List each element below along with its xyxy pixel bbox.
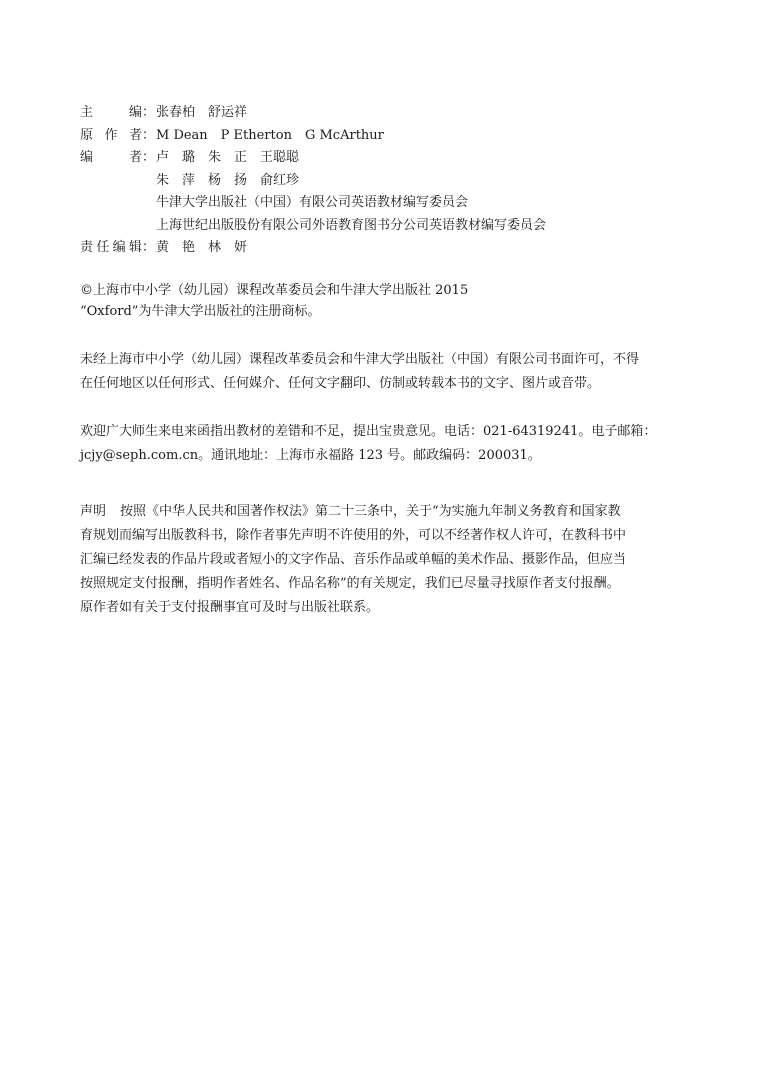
credit-colon: ： (142, 240, 156, 255)
credit-row (80, 215, 695, 238)
copyright-statement (80, 500, 695, 620)
credit-value: 上海世纪出版股份有限公司外语教育图书分公司英语教材编写委员会 (156, 217, 547, 233)
credit-value: 张春柏 舒运祥 (156, 105, 248, 120)
feedback-contact (80, 420, 695, 468)
feedback-line: 欢迎广大师生来电来函指出教材的差错和不足，提出宝贵意见。电话：021-64319241。电子邮箱： (80, 423, 657, 439)
warning-line: 未经上海市中小学（幼儿园）课程改革委员会和牛津大学出版社（中国）有限公司书面许可，不得 (80, 351, 640, 367)
credit-label (80, 125, 142, 148)
credit-label (80, 147, 142, 170)
credit-row (80, 192, 695, 215)
copyright-notice (80, 280, 695, 322)
credit-label-char: 编 (128, 105, 142, 120)
copyright-page (80, 102, 695, 620)
credit-label (80, 237, 142, 260)
credit-colon (142, 215, 156, 238)
credit-label-char: 任 (96, 240, 110, 255)
credit-row (80, 102, 695, 125)
credits-block (80, 102, 695, 260)
credit-label (80, 192, 142, 215)
statement-label: 声明 (80, 503, 107, 519)
credit-label-char: 辑 (128, 240, 142, 255)
credit-row (80, 147, 695, 170)
credit-label (80, 102, 142, 125)
credit-row (80, 237, 695, 260)
credit-label-char: 者 (128, 150, 142, 165)
trademark-line: “Oxford”为牛津大学出版社的注册商标。 (80, 303, 321, 319)
credit-colon: ： (142, 150, 156, 165)
credit-colon (142, 170, 156, 193)
copyright-line: ©上海市中小学（幼儿园）课程改革委员会和牛津大学出版社 2015 (80, 282, 469, 298)
reproduction-warning (80, 348, 695, 396)
credit-row (80, 170, 695, 193)
credit-label-char: 编 (80, 150, 94, 165)
statement-text: 按照《中华人民共和国著作权法》第二十三条中，关于“为实施九年制义务教育和国家教 (120, 503, 621, 519)
credit-label-char: 原 (80, 127, 94, 143)
credit-colon: ： (142, 127, 156, 143)
warning-line: 在任何地区以任何形式、任何媒介、任何文字翻印、仿制或转载本书的文字、图片或音带。 (80, 375, 601, 391)
credit-value: M Dean P Etherton G McArthur (156, 127, 384, 143)
credit-label-char: 责 (80, 240, 94, 255)
credit-label-char: 作 (104, 127, 118, 143)
credit-label (80, 215, 142, 238)
statement-line: 原作者如有关于支付报酬事宜可及时与出版社联系。 (80, 599, 380, 615)
credit-colon (142, 192, 156, 215)
credit-label-char: 者 (128, 127, 142, 143)
credit-colon: ： (142, 105, 156, 120)
credit-value: 卢 璐 朱 正 王聪聪 (156, 150, 300, 165)
statement-line: 按照规定支付报酬，指明作者姓名、作品名称”的有关规定，我们已尽量寻找原作者支付报酬。 (80, 575, 620, 591)
credit-value: 牛津大学出版社（中国）有限公司英语教材编写委员会 (156, 195, 469, 210)
credit-label (80, 170, 142, 193)
credit-value: 黄 艳 林 妍 (156, 240, 248, 255)
credit-label-char: 主 (80, 105, 94, 120)
contact-line: jcjy@seph.com.cn。通讯地址：上海市永福路 123 号。邮政编码：200031。 (80, 447, 541, 463)
credit-label-char: 编 (112, 240, 126, 255)
credit-row (80, 125, 695, 148)
statement-line (80, 500, 695, 524)
credit-value: 朱 萍 杨 扬 俞红珍 (156, 172, 300, 188)
statement-line: 汇编已经发表的作品片段或者短小的文字作品、音乐作品或单幅的美术作品、摄影作品，但应当 (80, 551, 627, 567)
statement-line: 育规划而编写出版教科书，除作者事先声明不许使用的外，可以不经著作权人许可，在教科书中 (80, 527, 627, 543)
